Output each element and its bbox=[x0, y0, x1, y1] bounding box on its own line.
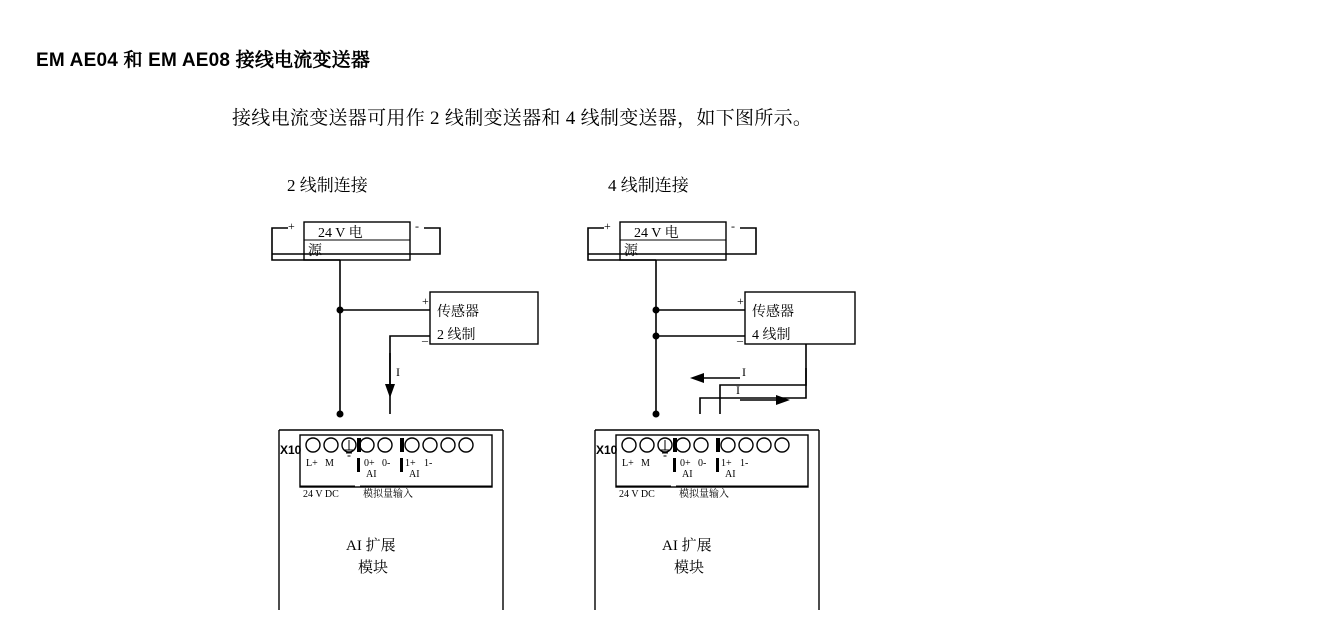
four-wire-x10-label: X10 bbox=[596, 443, 618, 457]
four-wire-terminal-0p: 0+ bbox=[680, 458, 691, 469]
four-wire-power-label-2: 源 bbox=[624, 244, 638, 259]
four-wire-sensor-plus: + bbox=[737, 294, 744, 308]
wiring-diagrams bbox=[0, 150, 1328, 620]
intro-paragraph: 接线电流变送器可用作 2 线制变送器和 4 线制变送器，如下图所示。 bbox=[232, 108, 813, 129]
two-wire-terminal-1m: 1- bbox=[424, 458, 433, 469]
four-wire-power-minus: - bbox=[731, 219, 735, 233]
two-wire-terminal-1p: 1+ bbox=[405, 458, 416, 469]
four-wire-module-line1: AI 扩展 bbox=[662, 538, 712, 554]
two-wire-sensor-minus: _ bbox=[422, 329, 428, 343]
two-wire-sensor-label-1: 传感器 bbox=[437, 305, 479, 320]
two-wire-current-label: I bbox=[396, 365, 400, 379]
four-wire-sensor-minus: _ bbox=[737, 329, 743, 343]
four-wire-group-label-ai: 模拟量输入 bbox=[679, 489, 729, 500]
two-wire-power-label-1: 24 V 电 bbox=[318, 226, 363, 241]
four-wire-terminal-L: L+ bbox=[622, 458, 634, 469]
four-wire-terminal-M: M bbox=[641, 458, 650, 469]
two-wire-terminals bbox=[306, 438, 473, 452]
two-wire-group-label-power: 24 V DC bbox=[303, 489, 339, 500]
four-wire-terminal-1m: 1- bbox=[740, 458, 749, 469]
two-wire-sensor-label-2: 2 线制 bbox=[437, 328, 476, 343]
four-wire-terminals bbox=[622, 438, 789, 452]
two-wire-module-line2: 模块 bbox=[358, 560, 389, 576]
four-wire-group-label-power: 24 V DC bbox=[619, 489, 655, 500]
four-wire-current-arrow-right bbox=[776, 395, 790, 405]
four-wire-power-plus: + bbox=[604, 219, 611, 233]
two-wire-power-minus: - bbox=[415, 219, 419, 233]
two-wire-terminal-L: L+ bbox=[306, 458, 318, 469]
two-wire-terminal-M: M bbox=[325, 458, 334, 469]
four-wire-module-line2: 模块 bbox=[674, 560, 705, 576]
two-wire-power-plus: + bbox=[288, 219, 295, 233]
four-wire-title: 4 线制连接 bbox=[608, 176, 689, 195]
two-wire-ai-label-0: AI bbox=[366, 469, 377, 480]
two-wire-title: 2 线制连接 bbox=[287, 176, 368, 195]
four-wire-terminal-1p: 1+ bbox=[721, 458, 732, 469]
two-wire-terminal-0p: 0+ bbox=[364, 458, 375, 469]
four-wire-sensor-label-1: 传感器 bbox=[752, 305, 794, 320]
diagram-two-wire bbox=[272, 176, 538, 610]
two-wire-terminal-0m: 0- bbox=[382, 458, 391, 469]
two-wire-ai-label-1: AI bbox=[409, 469, 420, 480]
four-wire-current-label-right: I bbox=[736, 383, 740, 397]
four-wire-ai-label-1: AI bbox=[725, 469, 736, 480]
page-title: EM AE04 和 EM AE08 接线电流变送器 bbox=[36, 50, 371, 71]
two-wire-power-label-2: 源 bbox=[308, 244, 322, 259]
four-wire-terminal-0m: 0- bbox=[698, 458, 707, 469]
two-wire-group-label-ai: 模拟量输入 bbox=[363, 489, 413, 500]
diagram-four-wire bbox=[588, 176, 855, 610]
wiring-diagram-svg bbox=[0, 150, 1328, 620]
two-wire-module-line1: AI 扩展 bbox=[346, 538, 396, 554]
four-wire-sensor-label-2: 4 线制 bbox=[752, 328, 791, 343]
four-wire-power-label-1: 24 V 电 bbox=[634, 226, 679, 241]
four-wire-current-arrow-left bbox=[690, 373, 704, 383]
four-wire-ai-label-0: AI bbox=[682, 469, 693, 480]
two-wire-x10-label: X10 bbox=[280, 443, 302, 457]
two-wire-sensor-plus: + bbox=[422, 294, 429, 308]
four-wire-current-label-left: I bbox=[742, 365, 746, 379]
two-wire-current-arrow bbox=[385, 384, 395, 398]
